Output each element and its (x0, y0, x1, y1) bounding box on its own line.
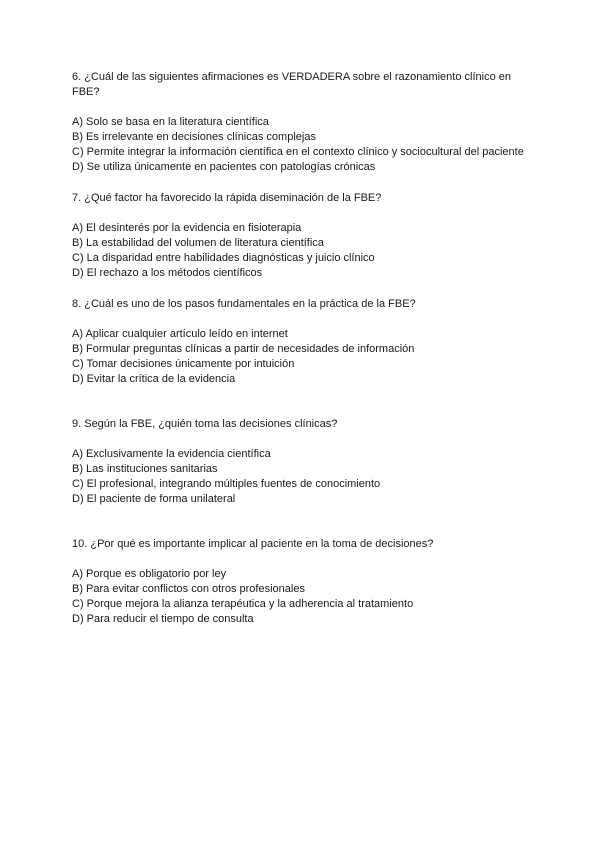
answer-option: A) Porque es obligatorio por ley (72, 568, 227, 580)
answer-options (72, 221, 532, 281)
answer-option: C) Tomar decisiones únicamente por intuición (72, 358, 295, 370)
question-text: 9. Según la FBE, ¿quién toma las decisiones clínicas? (72, 418, 338, 430)
answer-options (72, 115, 532, 175)
answer-option: D) Se utiliza únicamente en pacientes con patologías crónicas (72, 161, 376, 173)
answer-option: A) El desinterés por la evidencia en fisioterapia (72, 222, 302, 234)
question-text: 10. ¿Por qué es importante implicar al paciente en la toma de decisiones? (72, 538, 434, 550)
question-block (72, 297, 532, 387)
answer-option: B) Formular preguntas clínicas a partir de necesidades de información (72, 343, 415, 355)
question-block (72, 70, 532, 175)
answer-option: B) Las instituciones sanitarias (72, 463, 218, 475)
answer-option: D) Evitar la crítica de la evidencia (72, 373, 236, 385)
answer-option: D) El paciente de forma unilateral (72, 493, 236, 505)
question-text: 7. ¿Qué factor ha favorecido la rápida diseminación de la FBE? (72, 192, 382, 204)
question-block (72, 417, 532, 507)
answer-option: C) La disparidad entre habilidades diagnósticas y juicio clínico (72, 252, 375, 264)
answer-option: D) El rechazo a los métodos científicos (72, 267, 263, 279)
answer-options (72, 447, 532, 507)
answer-option: A) Exclusivamente la evidencia científica (72, 448, 271, 460)
question-block (72, 537, 532, 627)
answer-option: D) Para reducir el tiempo de consulta (72, 613, 254, 625)
answer-option: B) La estabilidad del volumen de literatura científica (72, 237, 324, 249)
question-block (72, 191, 532, 281)
answer-options (72, 567, 532, 627)
answer-option: B) Es irrelevante en decisiones clínicas complejas (72, 131, 316, 143)
answer-option: C) Porque mejora la alianza terapéutica y la adherencia al tratamiento (72, 598, 414, 610)
question-text: 8. ¿Cuál es uno de los pasos fundamentales en la práctica de la FBE? (72, 298, 416, 310)
question-text: 6. ¿Cuál de las siguientes afirmaciones es VERDADERA sobre el razonamiento clínico en FBE? (72, 71, 511, 98)
document-page (72, 70, 532, 627)
answer-options (72, 327, 532, 387)
answer-option: B) Para evitar conflictos con otros profesionales (72, 583, 305, 595)
answer-option: A) Aplicar cualquier artículo leído en internet (72, 328, 288, 340)
answer-option: C) El profesional, integrando múltiples fuentes de conocimiento (72, 478, 381, 490)
answer-option: C) Permite integrar la información científica en el contexto clínico y sociocultural del paciente (72, 146, 524, 158)
answer-option: A) Solo se basa en la literatura científica (72, 116, 269, 128)
